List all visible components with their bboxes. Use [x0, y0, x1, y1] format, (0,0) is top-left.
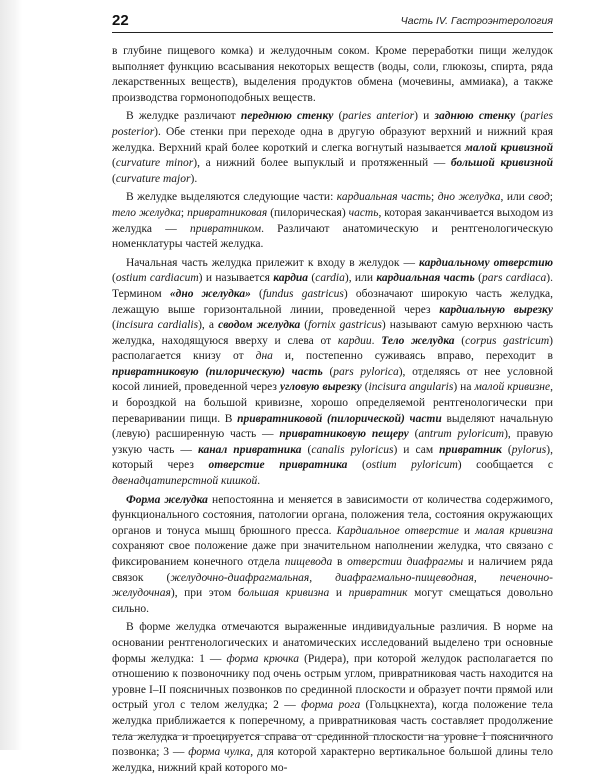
text-run: , и бороздкой на большой кривизне, хорошо определяемой рентгенологически при переваривании пищи. В — [112, 381, 553, 425]
text-run: и — [458, 524, 476, 537]
text-run: ) и — [414, 110, 435, 123]
page-number: 22 — [112, 12, 129, 29]
text-run: ( — [301, 443, 312, 456]
italic-term: cardia — [315, 272, 345, 285]
bold-term: привратниковой (пилорической) части — [237, 412, 442, 425]
italic-term: pars pylorica — [333, 365, 399, 378]
text-run: ). — [190, 172, 198, 185]
body-text — [112, 44, 553, 779]
text-run: В желудке различают — [126, 110, 241, 123]
bold-term: угловую вырезку — [279, 381, 362, 394]
text-run: , которая заканчивается выходом из желудка — — [112, 206, 553, 235]
italic-term: часть — [348, 206, 379, 219]
paragraph — [112, 190, 553, 252]
paragraph — [112, 109, 553, 187]
text-run: ), а нижний более выпуклый и протяженный — — [193, 157, 451, 170]
text-run: ) сообщается с — [457, 459, 553, 472]
italic-term: желудочно-диафрагмальная, диафрагмально-пищеводная, печеночно-желудочная — [112, 571, 553, 600]
text-run: ), или — [344, 272, 377, 285]
text-run: , для которой характерно вертикальное большой длины тело желудка, нижний край которого мо- — [112, 746, 554, 774]
italic-term: canalis pyloricus — [311, 443, 394, 456]
italic-term: двенадцатиперстной кишкой — [112, 475, 258, 488]
text-run: ) на — [453, 381, 475, 394]
text-run: ( — [347, 459, 366, 472]
footer-rule — [112, 735, 553, 736]
italic-term: curvature minor — [115, 157, 194, 170]
bold-term: большой кривизной — [450, 157, 553, 170]
italic-term: incisura cardialis — [115, 319, 199, 332]
text-run: ( — [501, 443, 512, 456]
italic-term: привратником — [189, 222, 262, 235]
bold-term: привратниковую (пилорическую) часть — [112, 365, 323, 378]
italic-term: fornix gastricus — [308, 319, 382, 332]
bold-term: привратник — [439, 443, 502, 456]
text-run: ( — [515, 110, 525, 123]
text-run: ( — [300, 319, 309, 332]
text-run: ; — [430, 191, 438, 204]
page-edge-shadow — [0, 0, 22, 750]
bold-term: отверстие привратника — [208, 459, 348, 472]
bold-term: «дно желудка» — [169, 287, 251, 300]
text-run: ( — [112, 172, 116, 185]
italic-term: большая кривизна — [238, 587, 330, 600]
text-run: могут смещаться довольно сильно. — [112, 587, 553, 615]
italic-term: fundus gastricus — [262, 287, 344, 300]
page-header — [112, 14, 553, 33]
text-run: ( — [250, 287, 263, 300]
bold-term: сводом желудка — [218, 319, 301, 332]
text-run: в — [332, 556, 348, 568]
paragraph — [112, 256, 553, 490]
bold-term: кардиальную вырезку — [439, 303, 553, 316]
text-run: . — [371, 334, 382, 347]
bold-term: кардиальному отверстию — [419, 256, 554, 269]
paragraph — [112, 44, 553, 106]
text-run: ( — [333, 110, 343, 123]
bold-term: переднюю стенку — [240, 110, 334, 123]
text-run: ) располагается книзу от — [112, 334, 554, 363]
text-run: ) называют самую верхнюю часть желудка, находящуюся вверху и слева от — [112, 319, 553, 347]
italic-term: ostium cardiacum — [115, 272, 199, 285]
text-run: ( — [408, 428, 419, 441]
italic-term: форма крючка — [226, 652, 300, 665]
text-run: , или — [500, 191, 529, 204]
italic-term: отверстии диафрагмы — [347, 556, 464, 568]
italic-term: Кардиальное отверстие — [336, 524, 459, 537]
italic-term: дна — [255, 350, 273, 363]
text-run: ( — [454, 334, 466, 347]
italic-term: малой кривизне — [474, 381, 551, 394]
italic-term: curvature major — [115, 172, 191, 185]
italic-term: привратник — [348, 587, 408, 600]
italic-term: пищевода — [284, 556, 333, 568]
text-run: ), отделяясь от нее условной косой линией, проведенной через — [112, 365, 553, 394]
italic-term: свод — [528, 191, 550, 204]
text-run: и — [329, 587, 349, 600]
text-run: ( — [112, 319, 116, 332]
italic-term: paries anterior — [342, 110, 415, 123]
text-run: Начальная часть желудка прилежит к входу в желудок — — [126, 256, 420, 269]
text-run: В желудке выделяются следующие части: — [126, 191, 337, 204]
text-run: сохраняют свое положение даже при значительном наполнении желудка, что связано с фиксированием конечного отдела — [112, 540, 553, 568]
paragraph — [112, 493, 553, 618]
bold-term: кардиальная часть — [376, 272, 475, 285]
italic-term: pars cardiaca — [481, 272, 547, 285]
text-run: ( — [112, 272, 116, 285]
text-run: ). Термином — [112, 272, 553, 300]
italic-term: привратниковая — [187, 206, 268, 219]
italic-term: pylorus — [511, 443, 547, 456]
text-run: ) и сам — [393, 443, 440, 456]
text-run: . — [257, 475, 261, 488]
italic-term: corpus gastricum — [465, 334, 550, 347]
italic-term: ostium pyloricum — [365, 459, 458, 472]
bold-term: канал привратника — [197, 443, 302, 456]
italic-term: форма чулка — [188, 746, 251, 759]
italic-term: кардии — [337, 334, 372, 347]
paragraph — [112, 620, 553, 776]
text-run: ( — [112, 157, 116, 170]
bold-term: кардиа — [273, 272, 309, 285]
text-run: и наличием ряда связок ( — [112, 556, 554, 584]
italic-term: тело желудка — [112, 206, 181, 219]
text-run: непостоянна и меняется в зависимости от количества содержимого, функционального состояния, патологии органа, положения тела, состояния окружающих органов и тонуса мышц брюшного пресса. — [112, 493, 554, 537]
text-run: ). Обе стенки при переходе одна в другую образуют верхний и нижний края желудка. Верхний край более короткий и слегка вогнутый называется — [112, 125, 553, 154]
running-head: Часть IV. Гастроэнтерология — [400, 15, 553, 27]
text-run: ), при этом — [170, 587, 238, 600]
text-run: ), правую узкую часть — — [112, 428, 553, 456]
text-run: ), а — [198, 319, 219, 332]
italic-term: incisura angularis — [368, 381, 454, 394]
text-run: ; — [180, 206, 188, 219]
text-run: ( — [474, 272, 482, 285]
bold-term: Тело желудка — [381, 334, 455, 347]
italic-term: кардиальная часть — [336, 191, 431, 204]
text-run: выделяют начальную (левую) расширенную часть — — [112, 412, 554, 441]
bold-term: заднюю стенку — [434, 110, 516, 123]
italic-term: дно желудка — [437, 191, 501, 204]
text-run: (Гольцкнехта), когда положение тела желудка приближается к поперечному, а привратниковая часть составляет продолжение тела желудка и проецируется справа от срединной плоскости на уровне I поясничного позвонка; 3 — — [112, 699, 553, 759]
text-run: ) обозначают широкую часть желудка, лежащую выше горизонтальной линии, проведенной через — [112, 287, 553, 316]
bold-term: Форма желудка — [126, 493, 208, 506]
italic-term: paries posterior — [112, 110, 553, 138]
text-run: ( — [308, 272, 316, 285]
text-run: В форме желудка отмечаются выраженные индивидуальные различия. В норме на основании рентгенологических и анатомических исследований выделено три основные формы желудка: 1 — — [112, 621, 553, 665]
text-run: в глубине пищевого комка) и желудочным соком. Кроме переработки пищи желудок выполняет функцию всасывания некоторых веществ (воды, соли, глюкозы, спирта, ряда лекарственных веществ), выделения продуктов обмена (мочевины, аммиака), а также производства гормоноподобных веществ. — [112, 45, 553, 104]
text-run: ( — [322, 365, 334, 378]
bold-term: привратниковую пещеру — [279, 428, 409, 441]
text-run: ( — [361, 381, 369, 394]
text-run: (пилорическая) — [267, 206, 349, 219]
text-run: (Ридера), при которой желудок располагается по отношению к позвоночнику под очень острым углом, привратниковая часть находится на уровне I–II поясничных позвонков по срединной плоскости и образует почти прямой или острый угол с телом желудка; 2 — — [112, 652, 553, 712]
text-run: ; — [549, 191, 553, 204]
bold-term: малой кривизной — [465, 141, 554, 154]
text-run: и, постепенно суживаясь вправо, переходит в — [272, 350, 553, 363]
italic-term: antrum pyloricum — [418, 428, 505, 441]
italic-term: форма рога — [301, 699, 361, 712]
text-run: . Различают анатомическую и рентгенологическую номенклатуры частей желудка. — [112, 222, 554, 251]
italic-term: малая кривизна — [475, 524, 553, 537]
text-run: ), который через — [112, 443, 553, 472]
text-run: ) и называется — [198, 272, 274, 285]
